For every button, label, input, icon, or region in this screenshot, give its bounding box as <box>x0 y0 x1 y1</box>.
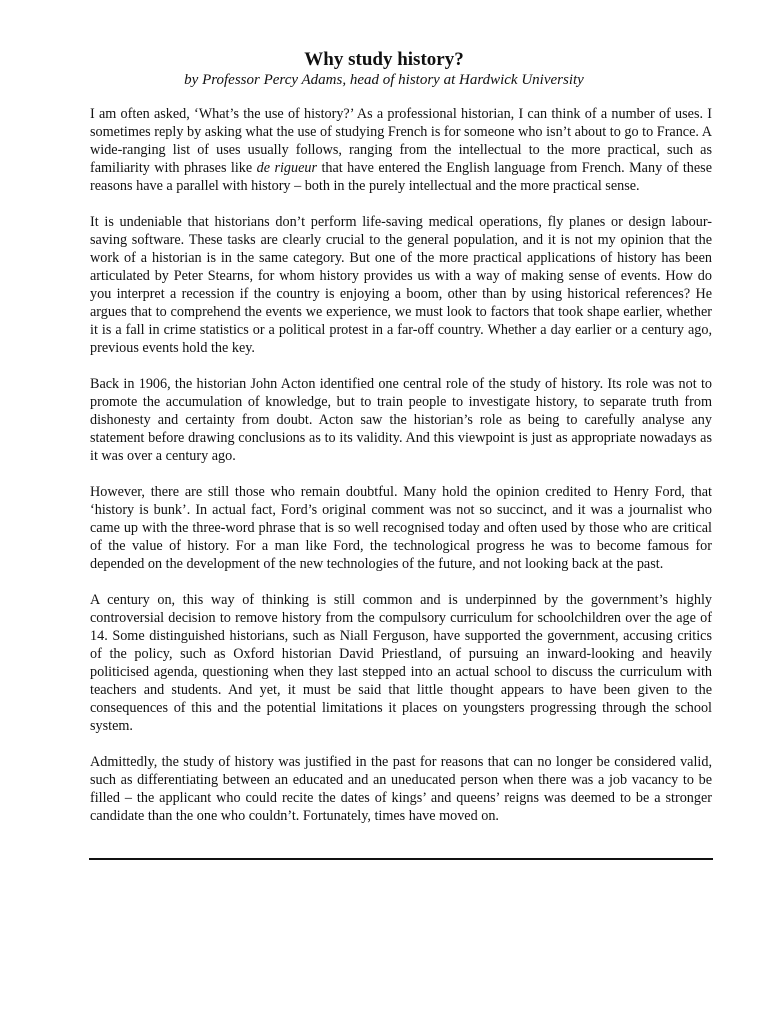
article-body <box>90 105 712 843</box>
page-title: Why study history? <box>304 49 464 70</box>
paragraph-1-text-end: that have entered the English language from French. Many of these reasons have a parallel with history – both in the purely intellectual and the more practical sense. <box>90 160 712 194</box>
paragraph-1-text-start: I am often asked, ‘What’s the use of history?’ As a professional historian, I can think of a number of uses. I sometimes reply by asking what the use of studying French is for someone who isn’t about to go to France. A wide-ranging list of uses usually follows, ranging from the intellectual to the more practical, such as familiarity with phrases like <box>90 106 712 176</box>
paragraph-4: However, there are still those who remain doubtful. Many hold the opinion credited to Henry Ford, that ‘history is bunk’. In actual fact, Ford’s original comment was not so succinct, and it was a journalist who came up with the three-word phrase that is so well recognised today and often used by those who are critical of the value of history. For a man like Ford, the technological progress he was to become famous for depended on the development of the new technologies of the future, and not looking back at the past. <box>90 484 712 572</box>
paragraph-1 <box>90 105 712 195</box>
italic-phrase: de rigueur <box>256 160 318 176</box>
bottom-divider <box>89 858 713 860</box>
byline: by Professor Percy Adams, head of history at Hardwick University <box>184 72 584 88</box>
paragraph-2: It is undeniable that historians don’t perform life-saving medical operations, fly planes or design labour-saving software. These tasks are clearly crucial to the general population, and it is not my opinion that the work of a historian is in the same category. But one of the more practical applications of history has been articulated by Peter Stearns, for whom history provides us with a way of making sense of events. How do you interpret a recession if the country is enjoying a boom, other than by using historical references? He argues that to comprehend the events we experience, we must look to factors that took shape earlier, whether it is a fall in crime statistics or a political protest in a far-off country. Whether a day earlier or a century ago, previous events hold the key. <box>90 214 712 356</box>
paragraph-3: Back in 1906, the historian John Acton identified one central role of the study of history. Its role was not to promote the accumulation of knowledge, but to train people to investigate history, to separate truth from dishonesty and certainty from doubt. Acton saw the historian’s role as being to carefully analyse any statement before drawing conclusions as to its validity. And this viewpoint is just as appropriate nowadays as it was over a century ago. <box>90 376 712 464</box>
paragraph-5: A century on, this way of thinking is still common and is underpinned by the government’s highly controversial decision to remove history from the compulsory curriculum for schoolchildren over the age of 14. Some distinguished historians, such as Niall Ferguson, have supported the government, accusing critics of the policy, such as Oxford historian David Priestland, of pursuing an inward-looking and heavily politicised agenda, questioning when they last stepped into an actual school to discuss the curriculum with teachers and students. And yet, it must be said that little thought appears to have been given to the consequences of this and the potential limitations it places on youngsters progressing through the school system. <box>90 592 712 734</box>
paragraph-6: Admittedly, the study of history was justified in the past for reasons that can no longer be considered valid, such as differentiating between an educated and an uneducated person when there was a job vacancy to be filled – the applicant who could recite the dates of kings’ and queens’ reigns was deemed to be a stronger candidate than the one who couldn’t. Fortunately, times have moved on. <box>90 754 712 824</box>
